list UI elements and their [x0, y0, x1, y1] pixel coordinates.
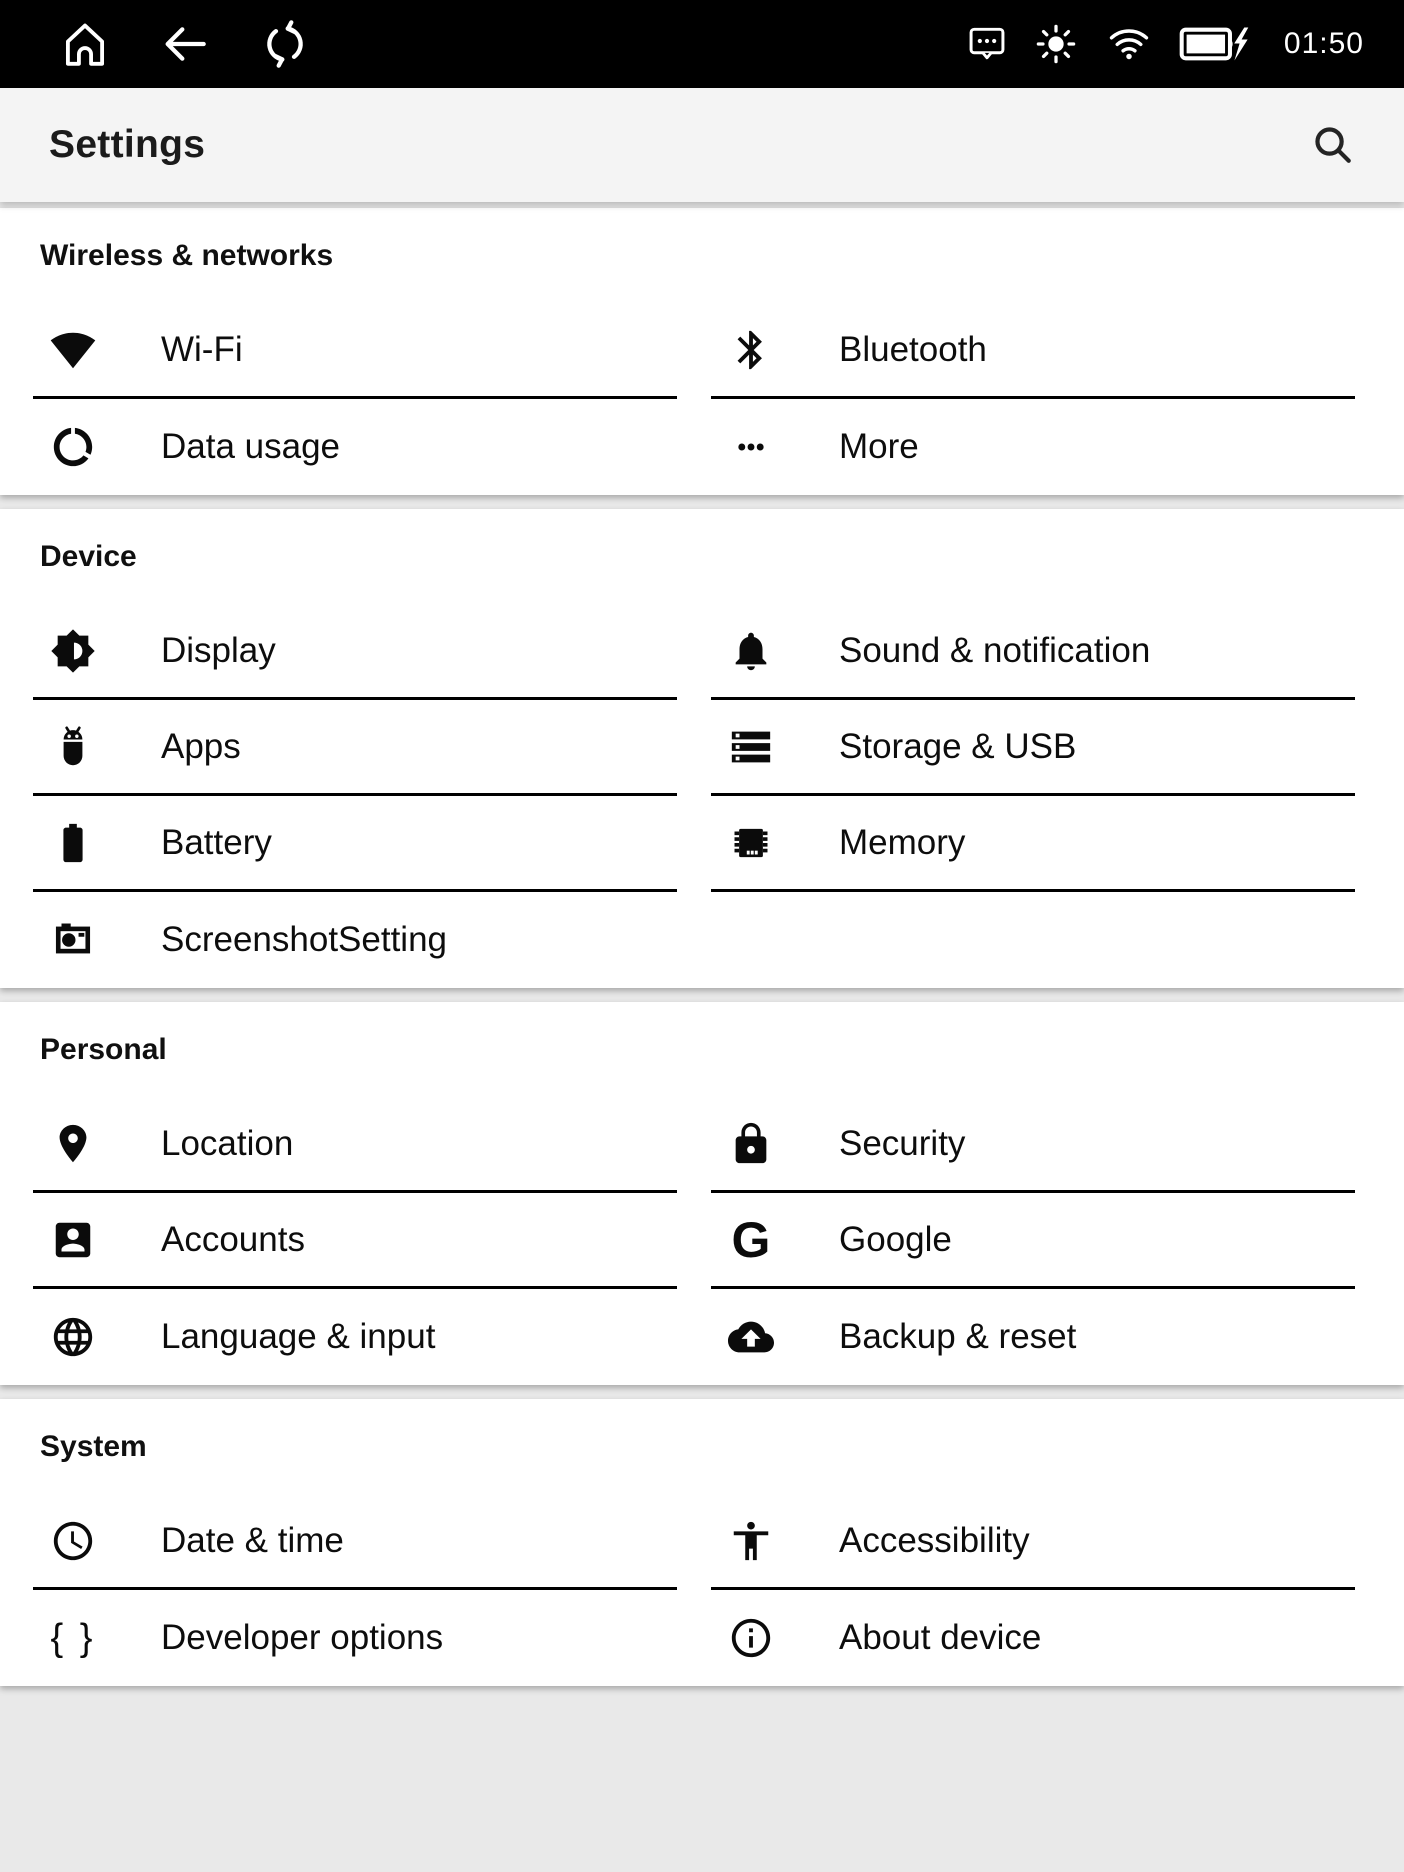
sms-icon	[966, 23, 1008, 65]
right-column	[711, 303, 1355, 495]
accessibility-person-icon	[727, 1517, 775, 1565]
status-bar	[0, 0, 1404, 88]
settings-item-apps[interactable]	[33, 700, 677, 796]
left-column	[33, 604, 677, 988]
left-column	[33, 1097, 677, 1385]
storage-icon	[727, 723, 775, 771]
section-title: Personal	[40, 1032, 167, 1066]
settings-item-label: Developer options	[161, 1618, 444, 1657]
data-usage-icon	[49, 423, 97, 471]
section-card-wireless-and-networks	[0, 208, 1404, 495]
left-column	[33, 303, 677, 495]
settings-item-display[interactable]	[33, 604, 677, 700]
settings-item-label: ScreenshotSetting	[161, 920, 448, 959]
google-g-icon: G	[731, 1211, 771, 1268]
clock-time: 01:50	[1283, 27, 1364, 60]
settings-item-memory[interactable]	[711, 796, 1355, 892]
clock-icon	[49, 1517, 97, 1565]
settings-item-label: Date & time	[161, 1520, 344, 1560]
section-title: Device	[40, 539, 137, 573]
settings-item-label: About device	[839, 1618, 1042, 1657]
more-dots-icon	[727, 423, 775, 471]
settings-item-sound-and-notification[interactable]	[711, 604, 1355, 700]
settings-item-data-usage[interactable]	[33, 399, 677, 495]
settings-item-accounts[interactable]	[33, 1193, 677, 1289]
bell-icon	[727, 627, 775, 675]
settings-item-label: Sound & notification	[839, 630, 1151, 670]
settings-item-developer-options[interactable]	[33, 1590, 677, 1686]
location-pin-icon	[49, 1120, 97, 1168]
globe-icon	[49, 1313, 97, 1361]
refresh-icon[interactable]	[258, 17, 312, 71]
settings-item-date-and-time[interactable]	[33, 1494, 677, 1590]
camera-icon	[49, 916, 97, 964]
settings-item-label: Accounts	[161, 1219, 305, 1259]
settings-item-label: Battery	[161, 822, 272, 862]
settings-item-label: More	[839, 427, 919, 466]
battery-icon	[49, 819, 97, 867]
battery-charging-icon	[1179, 17, 1255, 71]
settings-item-label: Backup & reset	[839, 1317, 1077, 1356]
settings-item-label: Security	[839, 1123, 966, 1163]
settings-item-label: Memory	[839, 822, 966, 862]
android-robot-icon	[49, 723, 97, 771]
settings-item-label: Wi-Fi	[161, 329, 243, 369]
info-icon	[727, 1614, 775, 1662]
settings-item-language-and-input[interactable]	[33, 1289, 677, 1385]
settings-item-google[interactable]	[711, 1193, 1355, 1289]
settings-item-location[interactable]	[33, 1097, 677, 1193]
settings-item-more[interactable]	[711, 399, 1355, 495]
settings-item-label: Apps	[161, 726, 241, 766]
right-column	[711, 604, 1355, 988]
settings-item-label: Google	[839, 1219, 952, 1259]
settings-item-label: Language & input	[161, 1317, 436, 1356]
status-bar-indicators	[966, 17, 1404, 71]
wifi-icon	[1104, 22, 1154, 66]
home-icon[interactable]	[58, 17, 112, 71]
settings-item-label: Bluetooth	[839, 329, 987, 369]
cloud-backup-icon	[727, 1313, 775, 1361]
settings-item-screenshotsetting[interactable]	[33, 892, 677, 988]
settings-item-accessibility[interactable]	[711, 1494, 1355, 1590]
display-brightness-icon	[49, 627, 97, 675]
settings-item-label: Data usage	[161, 427, 341, 466]
app-header	[0, 88, 1404, 202]
settings-item-bluetooth[interactable]	[711, 303, 1355, 399]
right-column	[711, 1494, 1355, 1686]
section-card-personal	[0, 1002, 1404, 1385]
section-title: System	[40, 1429, 147, 1463]
bluetooth-icon	[727, 326, 775, 374]
settings-item-label: Display	[161, 630, 276, 670]
memory-chip-icon	[727, 819, 775, 867]
settings-list	[0, 202, 1404, 1686]
back-icon[interactable]	[158, 17, 212, 71]
status-icons	[966, 17, 1255, 71]
account-box-icon	[49, 1216, 97, 1264]
wifi-icon	[49, 326, 97, 374]
section-title: Wireless & networks	[40, 238, 334, 272]
search-icon[interactable]	[1309, 121, 1357, 169]
right-column	[711, 1097, 1355, 1385]
page-title: Settings	[49, 123, 206, 166]
status-bar-nav	[0, 17, 312, 71]
settings-item-wi-fi[interactable]	[33, 303, 677, 399]
settings-item-battery[interactable]	[33, 796, 677, 892]
settings-item-security[interactable]	[711, 1097, 1355, 1193]
settings-item-storage-and-usb[interactable]	[711, 700, 1355, 796]
section-card-device	[0, 509, 1404, 988]
code-braces-icon: { }	[50, 1616, 96, 1659]
lock-icon	[727, 1120, 775, 1168]
brightness-icon	[1033, 21, 1079, 67]
settings-item-label: Location	[161, 1123, 294, 1163]
settings-item-backup-and-reset[interactable]	[711, 1289, 1355, 1385]
settings-item-label: Accessibility	[839, 1520, 1030, 1560]
settings-item-about-device[interactable]	[711, 1590, 1355, 1686]
settings-item-label: Storage & USB	[839, 726, 1077, 766]
section-card-system	[0, 1399, 1404, 1686]
left-column	[33, 1494, 677, 1686]
